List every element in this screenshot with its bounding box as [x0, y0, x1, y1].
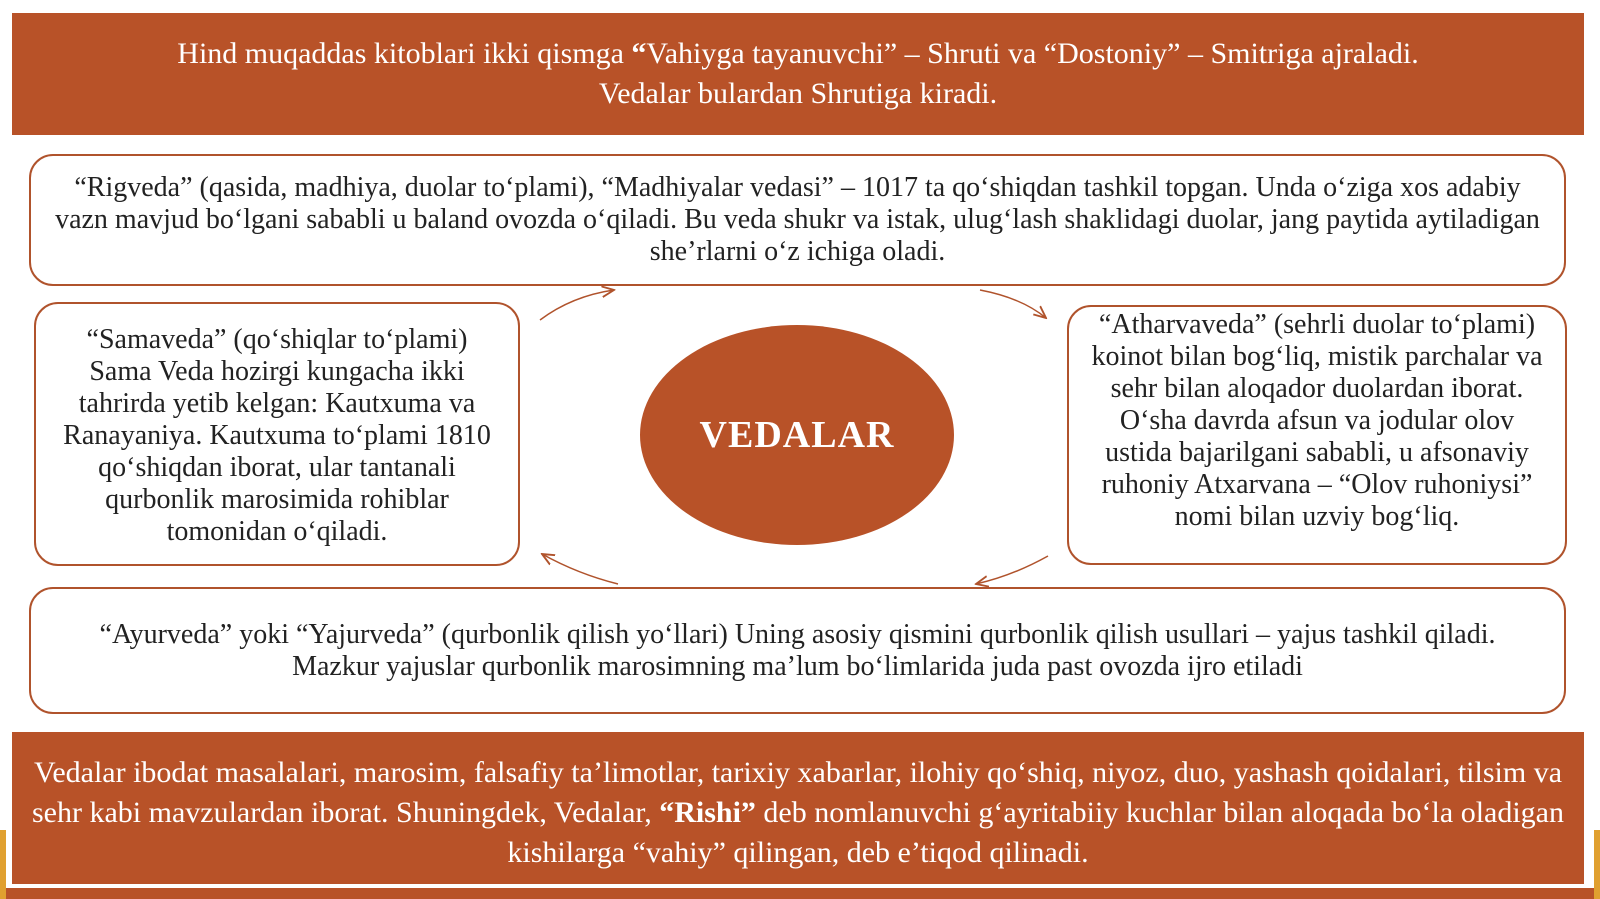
- samaveda-text: “Samaveda” (qo‘shiqlar to‘plami) Sama Veda hozirgi kungacha ikki tahrirda yetib kelgan: Kautxuma va Ranayaniya. Kautxuma to‘plami 1810 qo‘shiqdan iborat, ular tantanali qurbonlik marosimida rohiblar tomonidan o‘qiladi.: [63, 324, 491, 547]
- atharvaveda-text: “Atharvaveda” (sehrli duolar to‘plami) koinot bilan bog‘liq, mistik parchalar va sehr bilan aloqador duolardan iborat. O‘sha davrda afsun va jodular olov ustida bajarilgani sababli, u afsonaviy ruhoniy Atxarvana – “Olov ruhoniysi” nomi bilan uzviy bog‘liq.: [1091, 309, 1543, 532]
- arrow-bottom-left: [542, 554, 618, 584]
- ayurveda-line-2: Mazkur yajuslar qurbonlik marosimning ma’lum bo‘limlarida juda past ovozda ijro etiladi: [292, 651, 1303, 682]
- center-label: VEDALAR: [699, 414, 895, 456]
- arrow-top-left: [540, 290, 614, 320]
- rishi-term: “Rishi”: [659, 796, 756, 829]
- bottom-banner-text: Vedalar ibodat masalalari, marosim, falsafiy ta’limotlar, tarixiy xabarlar, ilohiy qo‘shiq, niyoz, duo, yashash qoidalari, tilsim va sehr kabi mavzulardan iborat. Shuningdek, Vedalar, “Rishi” deb nomlanuvchi g‘ayritabiiy kuchlar bilan aloqada bo‘la oladigan kishilarga “vahiy” qilingan, deb e’tiqod qilinadi.: [31, 756, 1564, 869]
- top-banner-line-1: Hind muqaddas kitoblari ikki qismga “Vahiyga tayanuvchi” – Shruti va “Dostoniy” – Smitriga ajraladi.: [177, 37, 1419, 70]
- bottom-accent-bar: [0, 888, 1600, 899]
- rigveda-text: “Rigveda” (qasida, madhiya, duolar to‘plami), “Madhiyalar vedasi” – 1017 ta qo‘shiqdan tashkil topgan. Unda o‘ziga xos adabiy vazn mavjud bo‘lgani sababli u baland ovozda o‘qiladi. Bu veda shukr va istak, ulug‘lash shaklidagi duolar, jang paytida aytiladigan she’rlarni o‘z ichiga oladi.: [55, 172, 1540, 267]
- ayurveda-line-1: “Ayurveda” yoki “Yajurveda” (qurbonlik qilish yo‘llari) Uning asosiy qismini qurbonlik qilish usullari – yajus tashkil qiladi.: [99, 619, 1496, 650]
- top-banner-line-2: Vedalar bulardan Shrutiga kiradi.: [598, 77, 998, 110]
- right-accent-corner: [1594, 830, 1600, 899]
- bottom-banner: [12, 732, 1584, 884]
- arrow-top-right: [980, 290, 1046, 318]
- arrow-bottom-right: [976, 556, 1048, 584]
- left-accent-corner: [0, 830, 6, 899]
